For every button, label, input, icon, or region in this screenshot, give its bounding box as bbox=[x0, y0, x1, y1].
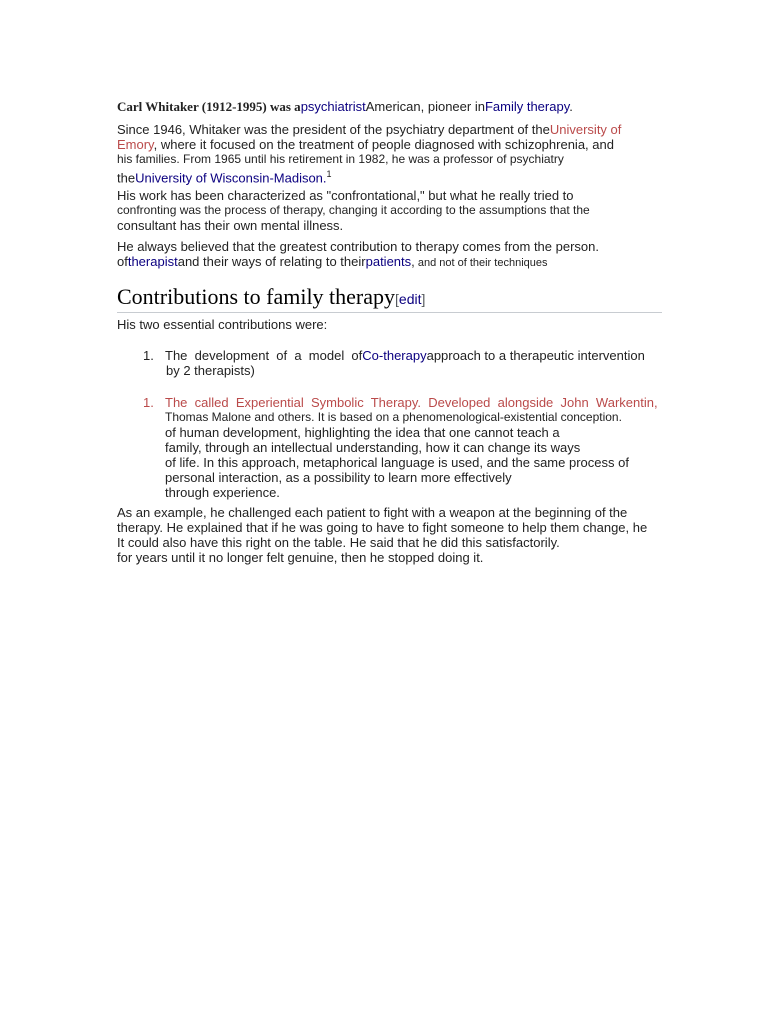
paragraph-example: As an example, he challenged each patient to fight with a weapon at the beginning of the therapy. He explained that if he was going to have to fight someone to help them change, he It could also have this right on the table. He said that he did this satisfactorily. for years until it no longer felt genuine, then he stopped doing it. bbox=[117, 505, 648, 565]
footnote-ref[interactable]: 1 bbox=[326, 169, 332, 179]
list-intro: His two essential contributions were: bbox=[117, 317, 328, 332]
paragraph-career: Since 1946, Whitaker was the president of the psychiatry department of theUniversity of Emory, where it focused on the treatment of people diagnosed with schizophrenia, and his families. From 1965 until his retirement in 1982, he was a professor of psychiatry theUniversity of Wisconsin-Madison.$^1$ bbox=[117, 122, 622, 186]
intro-sentence: Carl Whitaker (1912-1995) was apsychiatristAmerican, pioneer inFamily therapy. bbox=[117, 99, 573, 114]
paragraph-contribution: He always believed that the greatest contribution to therapy comes from the person. oftherapistand their ways of relating to theirpatients, and not of their techniques bbox=[117, 239, 599, 269]
list-item-cotherapy: 1. The development of a model ofCo-therapyapproach to a therapeutic intervention by 2 therapists) bbox=[143, 348, 645, 378]
list-item-experiential: 1. The called Experiential Symbolic Therapy. Developed alongside John Warkentin, Thomas Malone and others. It is based on a phenomenological-existential conception. of human development, highlighting the idea that one cannot teach a family, through an intellectual understanding, how it can change its ways of life. In this approach, metaphorical language is used, and the same process of personal interaction, as a possibility to learn more effectively through experience. bbox=[143, 395, 658, 500]
cotherapy-link[interactable]: Co-therapy bbox=[362, 348, 427, 363]
edit-link[interactable]: edit bbox=[398, 291, 422, 307]
family-therapy-link[interactable]: Family therapy bbox=[484, 99, 570, 114]
patients-link[interactable]: patients bbox=[365, 254, 412, 269]
experiential-therapy-link[interactable]: The called Experiential Symbolic Therapy. Developed alongside John Warkentin, bbox=[165, 395, 658, 410]
section-heading: Contributions to family therapy[edit] bbox=[117, 284, 662, 313]
university-emory-link-cont[interactable]: Emory bbox=[117, 137, 154, 152]
paragraph-confrontational: His work has been characterized as "confrontational," but what he really tried to confronting was the process of therapy, changing it according to the assumptions that the consultant has their own mental illness. bbox=[117, 188, 590, 233]
uw-madison-link[interactable]: University of Wisconsin-Madison. bbox=[135, 170, 327, 186]
university-emory-link[interactable]: University of bbox=[549, 122, 622, 137]
psychiatrist-link[interactable]: psychiatrist bbox=[300, 99, 366, 114]
therapist-link[interactable]: therapist bbox=[127, 254, 178, 269]
intro-bold: Carl Whitaker (1912-1995) was a bbox=[117, 99, 301, 114]
section-title: Contributions to family therapy bbox=[117, 284, 396, 309]
